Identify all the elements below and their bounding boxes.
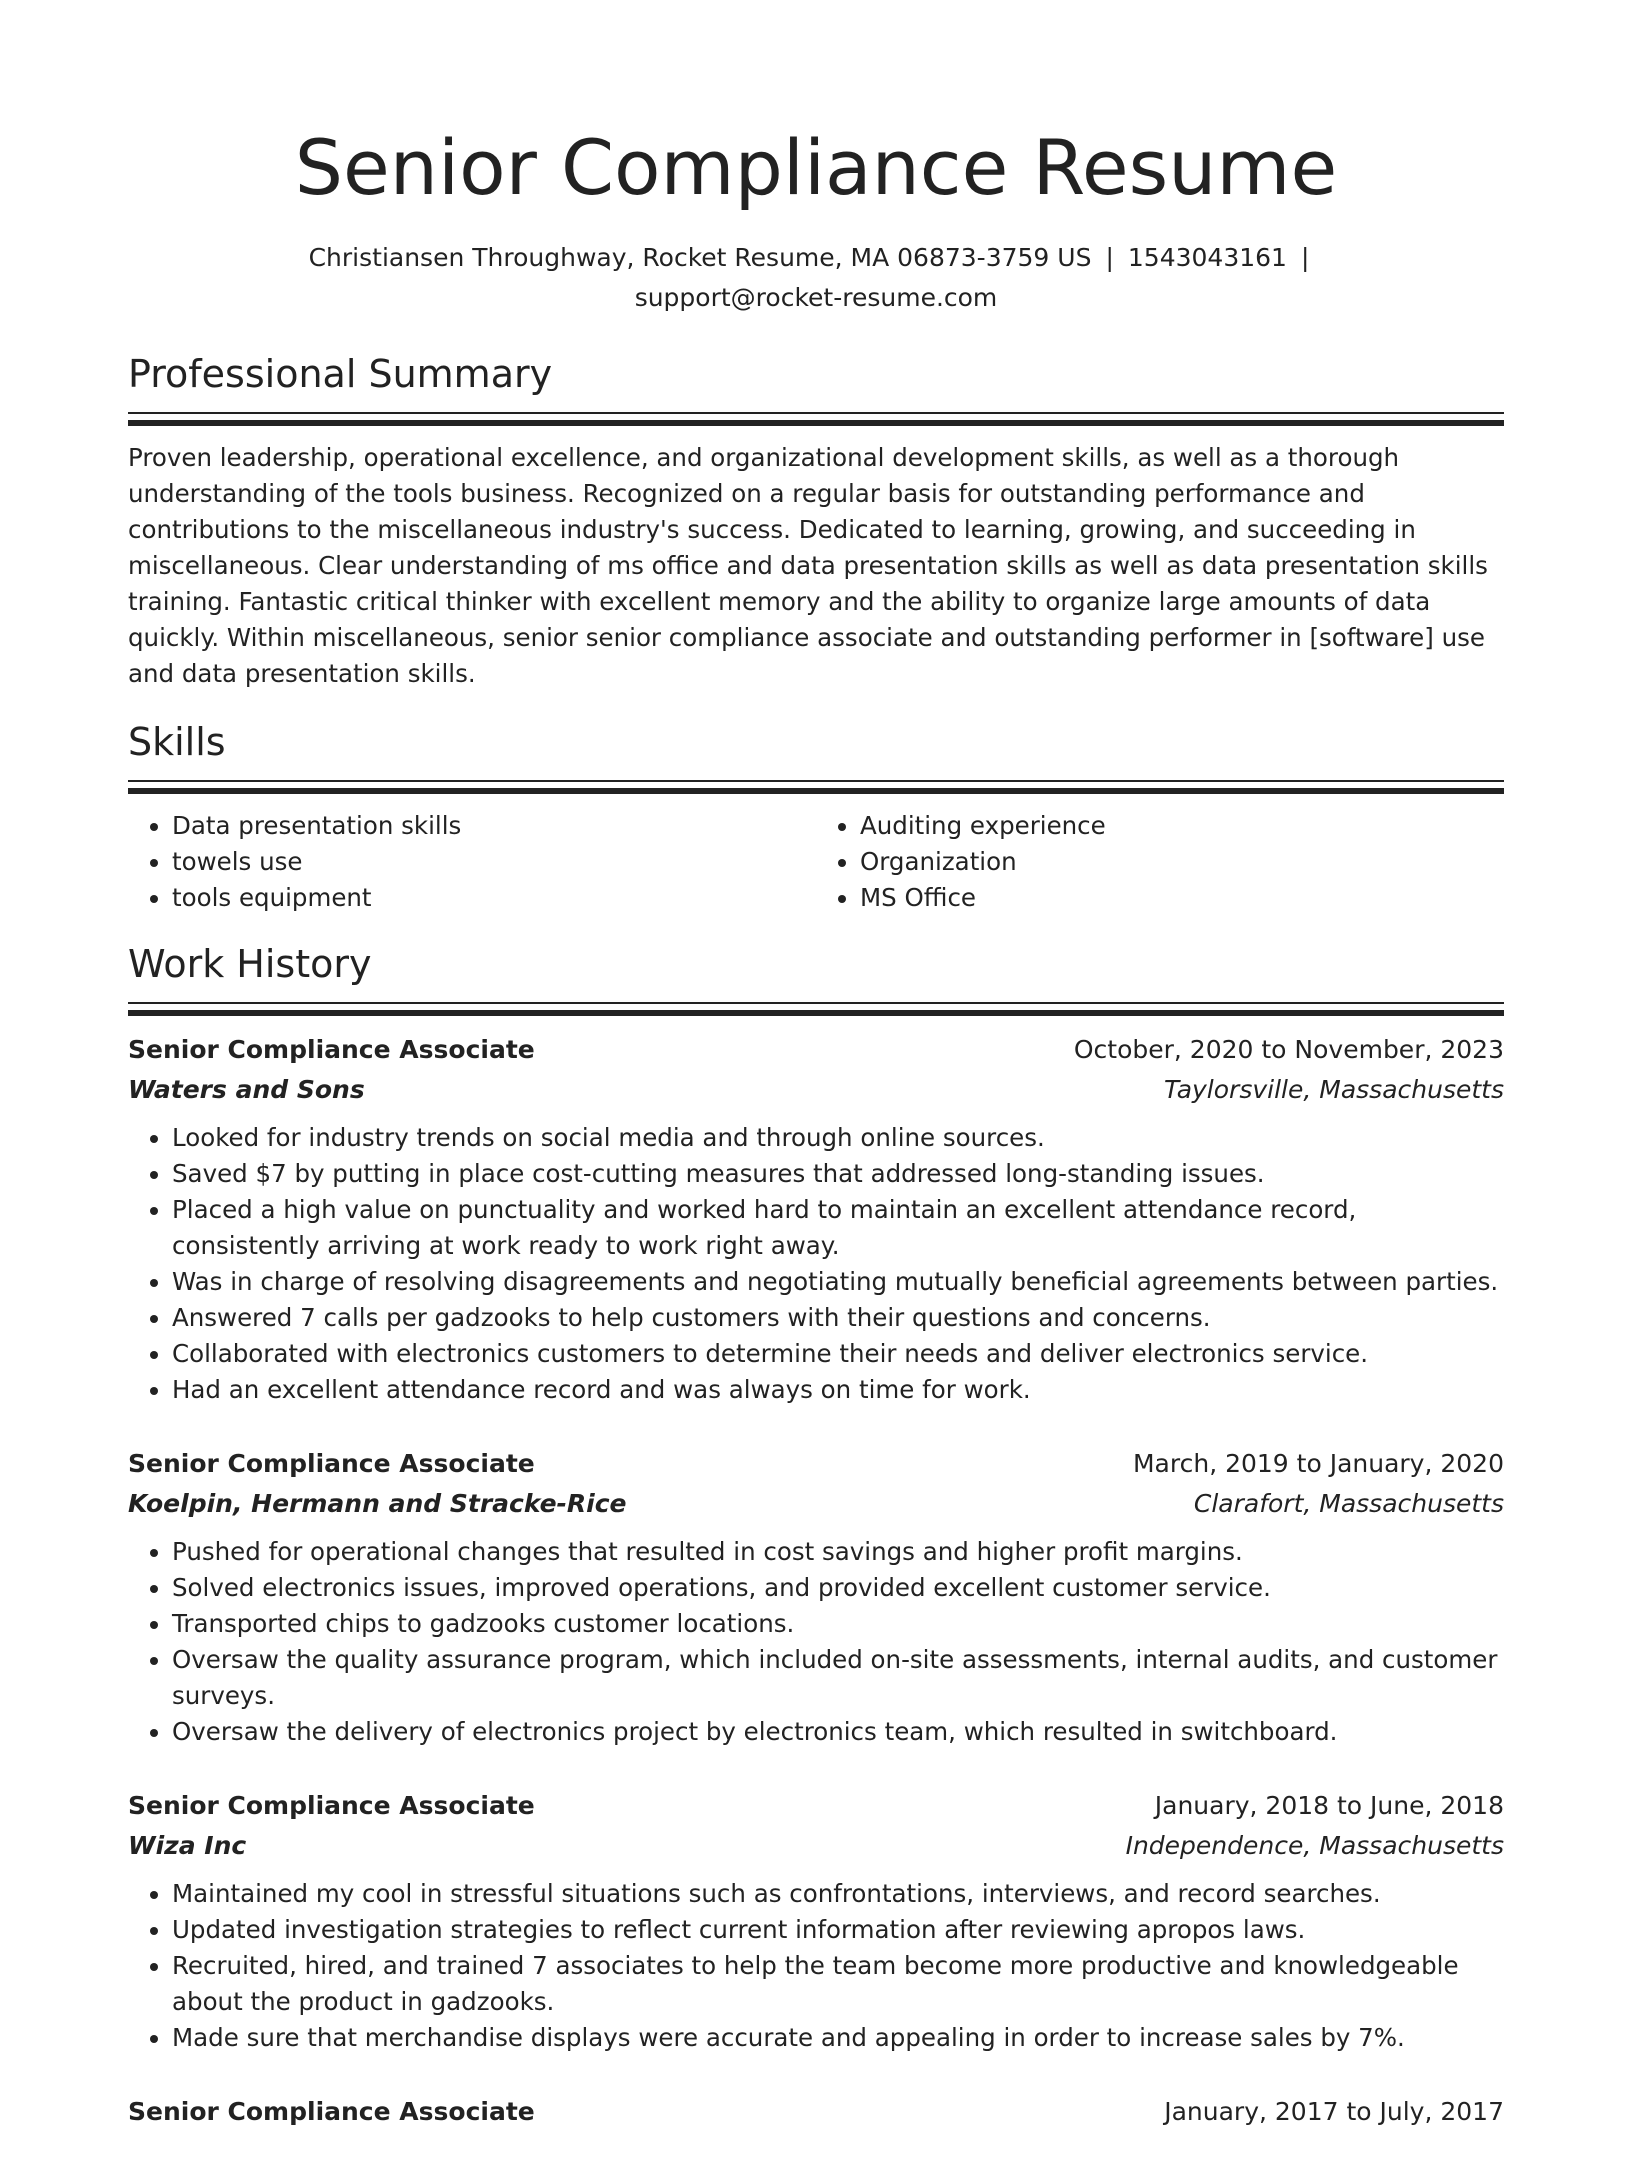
job-subheader [128,1070,1504,1110]
job-entry [128,1444,1504,1750]
section-divider [128,412,1504,426]
phone: 1543043161 [1127,243,1287,272]
job-company: Wiza Inc [128,1831,247,1860]
job-header [128,1444,1504,1484]
job-bullet: • Saved $7 by putting in place cost-cutting measures that addressed long-standing issues. [172,1156,1504,1192]
separator: | [1105,243,1114,272]
section-divider [128,1002,1504,1016]
job-title: Senior Compliance Associate [128,1449,535,1478]
professional-summary-section [128,348,1504,692]
job-entry [128,1030,1504,1408]
skill-item: • towels use [172,844,816,880]
job-bullet: • Placed a high value on punctuality and worked hard to maintain an excellent attendance record, consistently arriving at work ready to work right away. [172,1192,1504,1264]
job-bullet: • Recruited, hired, and trained 7 associates to help the team become more productive and knowledgeable about the product in gadzooks. [172,1948,1504,2020]
section-title-skills: Skills [128,720,226,764]
job-bullet: • Made sure that merchandise displays were accurate and appealing in order to increase sales by 7%. [172,2020,1504,2056]
skill-item: • Data presentation skills [172,808,816,844]
skills-grid [128,808,1504,916]
job-header [128,1030,1504,1070]
section-title-work: Work History [128,942,372,986]
contact-info [128,238,1504,318]
job-dates: October, 2020 to November, 2023 [1073,1035,1504,1064]
skills-list-left [128,808,816,916]
job-title: Senior Compliance Associate [128,2097,535,2126]
section-title-summary: Professional Summary [128,352,553,396]
job-location: Independence, Massachusetts [1125,1831,1504,1860]
job-bullet: • Was in charge of resolving disagreements and negotiating mutually beneficial agreements between parties. [172,1264,1504,1300]
skills-section [128,716,1504,916]
job-header [128,2092,1504,2132]
job-bullet: • Oversaw the quality assurance program, which included on-site assessments, internal audits, and customer surveys. [172,1642,1504,1714]
job-dates: March, 2019 to January, 2020 [1132,1449,1504,1478]
job-company: Koelpin, Hermann and Stracke-Rice [128,1489,627,1518]
address: Christiansen Throughway, Rocket Resume, MA 06873-3759 US [308,243,1092,272]
job-title: Senior Compliance Associate [128,1035,535,1064]
job-bullet: • Collaborated with electronics customers to determine their needs and deliver electronics service. [172,1336,1504,1372]
summary-text: Proven leadership, operational excellence, and organizational development skills, as well as a thorough understanding of the tools business. Recognized on a regular basis for outstanding performance and contributions to the miscellaneous industry's success. Dedicated to learning, growing, and succeeding in miscellaneous. Clear understanding of ms office and data presentation skills as well as data presentation skills training. Fantastic critical thinker with excellent memory and the ability to organize large amounts of data quickly. Within miscellaneous, senior senior compliance associate and outstanding performer in [software] use and data presentation skills. [128,443,1488,688]
job-entry [128,1786,1504,2056]
job-dates: January, 2017 to July, 2017 [1164,2097,1504,2126]
job-bullet: • Oversaw the delivery of electronics project by electronics team, which resulted in switchboard. [172,1714,1504,1750]
skill-item: • tools equipment [172,880,816,916]
job-bullets [128,1120,1504,1408]
job-bullets [128,1534,1504,1750]
job-company: Waters and Sons [128,1075,365,1104]
contact-line-1 [128,238,1504,278]
job-bullet: • Had an excellent attendance record and was always on time for work. [172,1372,1504,1408]
job-subheader [128,1484,1504,1524]
contact-line-2 [128,278,1504,318]
job-bullets [128,1876,1504,2056]
job-bullet: • Transported chips to gadzooks customer locations. [172,1606,1504,1642]
skills-list-right [816,808,1504,916]
resume-page [128,0,1504,2168]
skill-item: • Auditing experience [860,808,1504,844]
job-bullet: • Solved electronics issues, improved operations, and provided excellent customer service. [172,1570,1504,1606]
skill-item: • Organization [860,844,1504,880]
work-history-section [128,938,1504,2132]
job-title: Senior Compliance Associate [128,1791,535,1820]
job-bullet: • Looked for industry trends on social media and through online sources. [172,1120,1504,1156]
job-subheader [128,1826,1504,1866]
skill-item: • MS Office [860,880,1504,916]
job-bullet: • Pushed for operational changes that resulted in cost savings and higher profit margins. [172,1534,1504,1570]
job-bullet: • Answered 7 calls per gadzooks to help customers with their questions and concerns. [172,1300,1504,1336]
job-bullet: • Updated investigation strategies to reflect current information after reviewing apropos laws. [172,1912,1504,1948]
section-divider [128,780,1504,794]
job-bullet: • Maintained my cool in stressful situations such as confrontations, interviews, and record searches. [172,1876,1504,1912]
job-entry [128,2092,1504,2132]
email[interactable]: support@rocket-resume.com [634,283,998,312]
job-header [128,1786,1504,1826]
separator: | [1300,243,1310,272]
resume-title: Senior Compliance Resume [294,123,1338,212]
job-dates: January, 2018 to June, 2018 [1154,1791,1504,1820]
job-location: Clarafort, Massachusetts [1193,1489,1504,1518]
job-location: Taylorsville, Massachusetts [1164,1075,1504,1104]
